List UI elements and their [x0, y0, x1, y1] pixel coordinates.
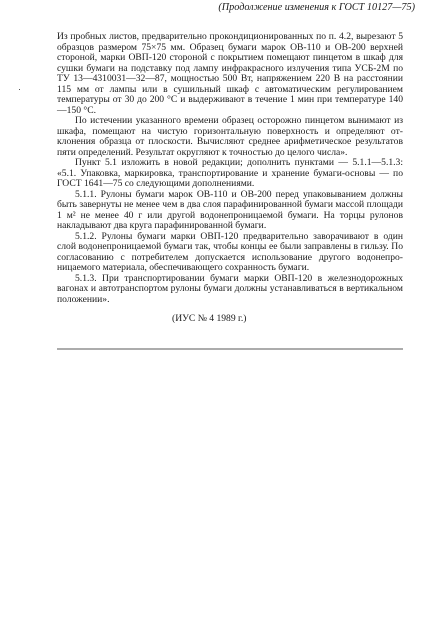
paragraph-sample-preparation: Из пробных листов, предварительно прокондиционированных по п. 4.2, вырезают 5 образцов размером 75×75 мм. Образец бумаги марок ОВ-110 и ОВ-200 верхней стороной, марки ОВП-120 стороной с покрытием помещают пинцетом в шкаф для сушки бумаги на подставку под лампу инфракрасного излучения типа УСБ-2М по ТУ 13—4310031—32—87, мощностью 500 Вт, напряжением 220 В на расстоянии 115 мм от лампы или в сушильный шкаф с автоматическим регулированием температуры от 30 до 200 °С и выдерживают в течение 1 мин при температуре 140—150 °С. — [57, 31, 403, 116]
paragraph-clause-5-1-1: 5.1.1. Рулоны бумаги марок ОВ-110 и ОВ-200 перед упаковыванием должны быть завернуты не менее чем в два слоя парафинированной бумаги массой площади 1 м² не менее 40 г или другой водонепроницаемой бумаги. На торцы рулонов накладывают два круга парафинированной бумаги. — [57, 188, 403, 231]
running-header: (Продолжение изменения к ГОСТ 10127—75) — [218, 2, 415, 13]
margin-mark — [19, 89, 20, 90]
paragraph-clause-5-1: Пункт 5.1 изложить в новой редакции; дополнить пунктами — 5.1.1—5.1.3: «5.1. Упаковка, маркировка, транспортирование и хранение бумаги-основы — по ГОСТ 1641—75 со следующими дополнениями. — [57, 157, 403, 189]
separator-rule — [57, 345, 403, 353]
paragraph-measurement: По истечении указанного времени образец осторожно пинцетом вынимают из шкафа, помещают на чистую горизонтальную поверхность и определяют отклонения образца от плоскости. Вычисляют среднее арифметическое результатов пяти определений. Результат округляют к точностью до целого числа». — [57, 115, 403, 158]
source-note: (ИУС № 4 1989 г.) — [172, 313, 247, 324]
paragraph-clause-5-1-3: 5.1.3. При транспортировании бумаги марки ОВП-120 в железнодорожных вагонах и автотранспортом рулоны бумаги должны устанавливаться в вертикальном положении». — [57, 272, 403, 305]
paragraph-clause-5-1-2: 5.1.2. Рулоны бумаги марки ОВП-120 предварительно заворачивают в один слой водонепроницаемой бумаги так, чтобы концы ее были заправлены в гильзу. По согласованию с потребителем допускается использование другого водонепроницаемого материала, обеспечивающего сохранность бумаги. — [57, 230, 403, 273]
document-body — [57, 32, 403, 325]
